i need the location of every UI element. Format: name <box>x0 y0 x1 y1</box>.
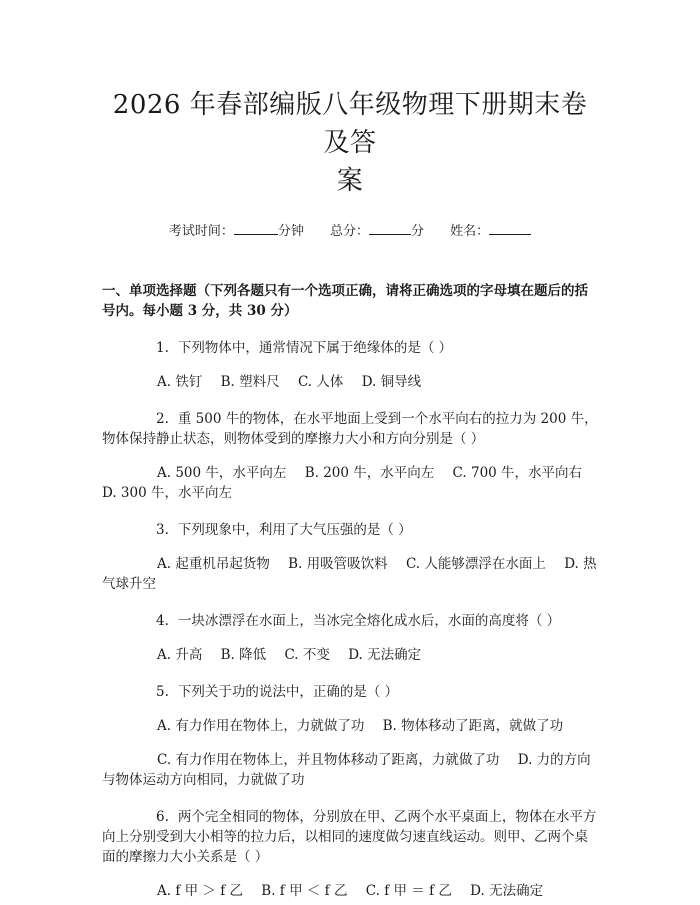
title-line-1: 2026 年春部编版八年级物理下册期末卷及答 <box>112 90 588 158</box>
question-6 <box>102 807 598 867</box>
question-5-options <box>102 716 598 736</box>
option-a: A. 铁钉 <box>157 374 203 390</box>
question-6-options <box>102 881 598 901</box>
question-2 <box>102 409 598 449</box>
question-text: 下列关于功的说法中，正确的是（ ） <box>177 684 399 700</box>
option-c: C. 人体 <box>297 374 344 390</box>
option-b: B. 物体移动了距离，就做了功 <box>382 718 564 734</box>
option-b: B. 塑料尺 <box>220 374 280 390</box>
question-text: 下列物体中，通常情况下属于绝缘体的是（ ） <box>177 340 453 356</box>
question-number: 6. <box>156 809 169 825</box>
page-title <box>102 0 598 200</box>
question-number: 4. <box>156 613 169 629</box>
option-d: D. 无法确定 <box>470 883 544 899</box>
question-number: 2. <box>156 411 169 427</box>
total-score-unit: 分 <box>411 224 425 239</box>
question-1 <box>102 338 598 358</box>
section-heading: 一、单项选择题（下列各题只有一个选项正确，请将正确选项的字母填在题后的括号内。每小题 3 分，共 30 分） <box>102 283 588 319</box>
option-b: B. 用吸管吸饮料 <box>288 556 388 572</box>
question-5 <box>102 682 598 702</box>
option-d: D. 300 牛，水平向左 <box>102 485 232 501</box>
question-4-options <box>102 645 598 665</box>
option-c: C. 人能够漂浮在水面上 <box>405 556 546 572</box>
question-number: 3. <box>156 522 169 538</box>
exam-time-field <box>169 222 304 241</box>
option-c: C. f 甲 ＝ f 乙 <box>365 883 452 899</box>
option-c: C. 700 牛，水平向右 <box>452 465 583 481</box>
exam-info-line <box>102 222 598 241</box>
total-score-field <box>330 222 424 241</box>
option-d: D. 力的方向与物体运动方向相同，力就做了功 <box>102 752 591 788</box>
option-a: A. 500 牛，水平向左 <box>157 465 287 481</box>
question-text: 两个完全相同的物体，分别放在甲、乙两个水平桌面上，物体在水平方向上分别受到大小相等的拉力后，以相同的速度做匀速直线运动。则甲、乙两个桌面的摩擦力大小关系是（ ） <box>102 809 597 865</box>
question-text: 下列现象中，利用了大气压强的是（ ） <box>177 522 412 538</box>
exam-time-blank[interactable] <box>234 222 278 235</box>
option-c: C. 有力作用在物体上，并且物体移动了距离，力就做了功 <box>157 752 500 768</box>
option-c: C. 不变 <box>284 647 330 663</box>
total-score-label: 总分： <box>329 224 369 239</box>
question-4 <box>102 611 598 631</box>
total-score-blank[interactable] <box>369 222 411 235</box>
question-3 <box>102 520 598 540</box>
option-d: D. 热气球升空 <box>102 556 597 592</box>
name-field <box>450 222 531 241</box>
question-5-options-row-2 <box>102 750 598 790</box>
option-d: D. 无法确定 <box>348 647 422 663</box>
exam-time-label: 考试时间： <box>168 224 234 239</box>
exam-time-unit: 分钟 <box>277 224 304 239</box>
question-text: 一块冰漂浮在水面上，当冰完全熔化成水后，水面的高度将（ ） <box>177 613 561 629</box>
name-label: 姓名： <box>450 224 490 239</box>
question-text: 重 500 牛的物体，在水平地面上受到一个水平向右的拉力为 200 牛，物体保持静止状态，则物体受到的摩擦力大小和方向分别是（ ） <box>102 411 598 447</box>
question-1-options <box>102 372 598 392</box>
option-b: B. 降低 <box>220 647 267 663</box>
question-number: 5. <box>156 684 169 700</box>
option-d: D. 铜导线 <box>361 374 422 390</box>
option-a: A. 有力作用在物体上，力就做了功 <box>157 718 365 734</box>
title-line-2: 案 <box>336 166 364 196</box>
option-a: A. 起重机吊起货物 <box>157 556 270 572</box>
question-3-options <box>102 554 598 594</box>
question-number: 1. <box>156 340 169 356</box>
option-b: B. f 甲 ＜ f 乙 <box>261 883 348 899</box>
question-2-options <box>102 463 598 503</box>
option-a: A. f 甲 ＞ f 乙 <box>157 883 243 899</box>
option-a: A. 升高 <box>157 647 203 663</box>
option-b: B. 200 牛，水平向左 <box>304 465 435 481</box>
name-blank[interactable] <box>489 222 531 235</box>
